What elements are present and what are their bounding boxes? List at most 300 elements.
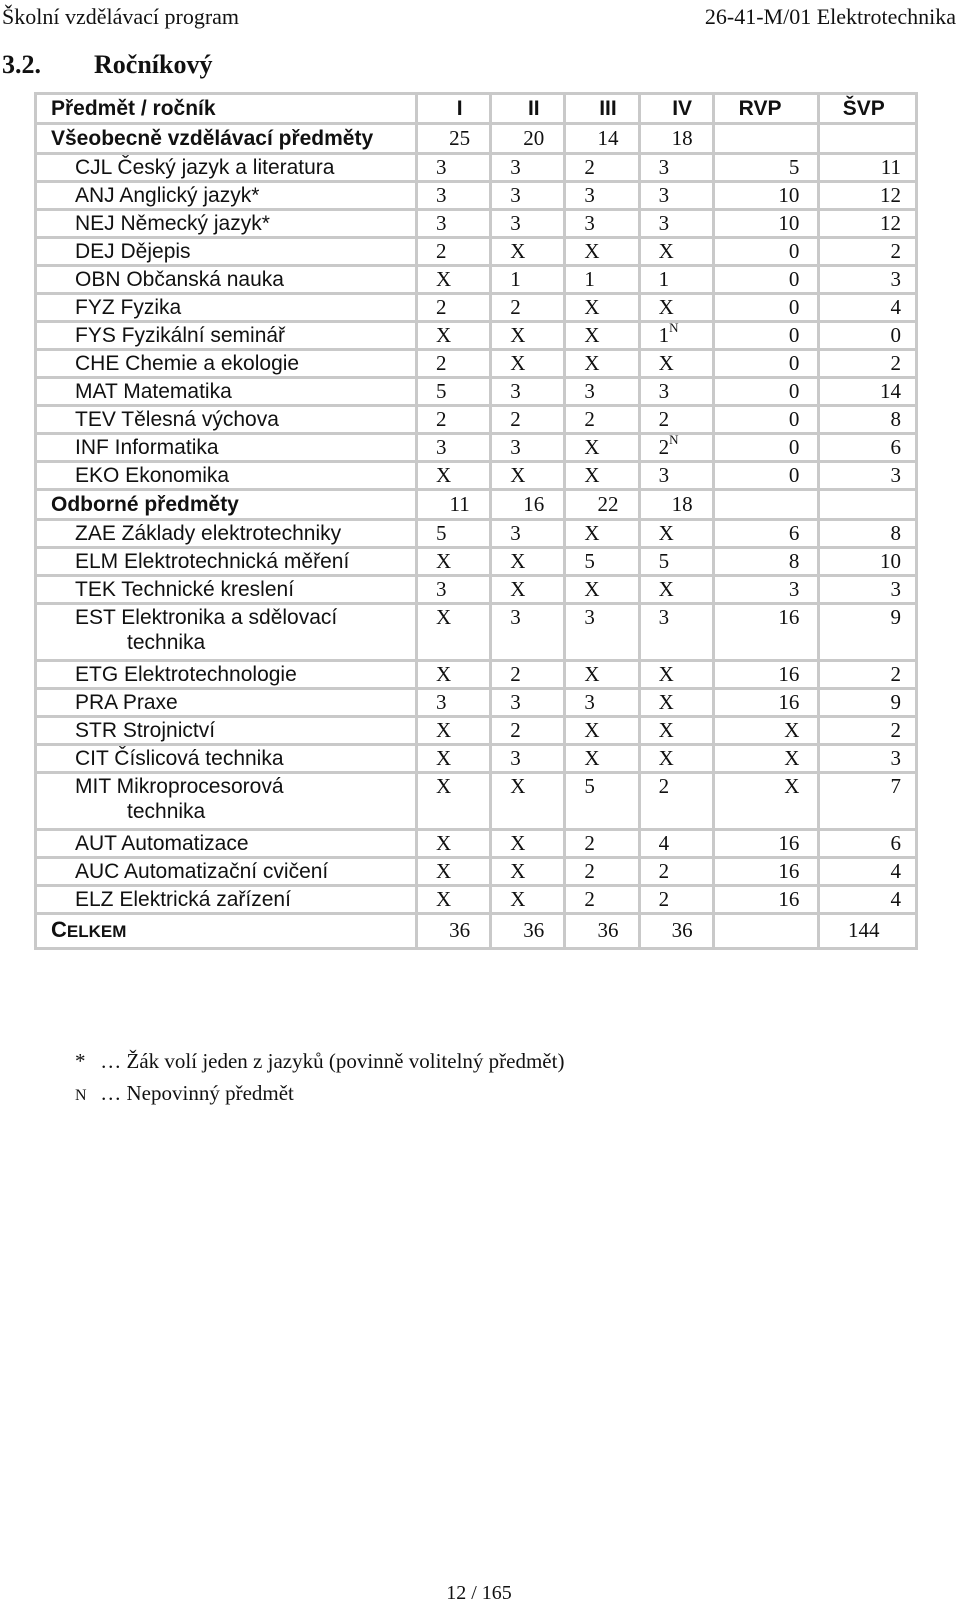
hours-value: X [658,521,674,545]
total-year-2: 36 [491,914,565,949]
subject-name-continuation: technika [127,800,206,823]
hours-value: X [658,746,674,770]
column-header-year-4: IV [639,94,713,124]
hours-value: 5 [584,549,595,573]
year-2-hours [491,350,565,378]
group-row [36,490,917,520]
year-1-hours [417,378,491,406]
subject-row [36,350,917,378]
rvp-hours: 0 [713,462,819,490]
group-svp-empty [819,490,917,520]
group-total-year-2: 20 [491,124,565,154]
hours-value: 2 [436,295,447,319]
subject-name-text: STR Strojnictví [75,719,216,742]
subject-name [36,576,417,604]
section-title: Ročníkový [94,50,213,79]
hours-value: 2 [658,887,670,911]
header-program-code: 26-41-M/01 Elektrotechnika [704,4,956,29]
section-heading [2,48,212,82]
year-3-hours [565,661,639,689]
hours-value: X [436,662,452,686]
year-3-hours [565,773,639,830]
hours-value: 3 [510,435,521,459]
total-year-4: 36 [639,914,713,949]
year-3-hours [565,548,639,576]
year-4-hours [639,520,713,548]
hours-value: 3 [658,463,670,487]
svp-hours: 8 [819,406,917,434]
footnote-text: … Nepovinný předmět [100,1081,294,1105]
group-total-year-4: 18 [639,490,713,520]
subject-name [36,830,417,858]
year-4-hours [639,576,713,604]
svp-hours: 2 [819,717,917,745]
rvp-hours: 5 [713,154,819,182]
subject-row [36,604,917,661]
hours-value: X [584,718,600,742]
year-2-hours [491,773,565,830]
rvp-hours: 6 [713,520,819,548]
section-number: 3.2. [2,50,41,79]
subject-name-text: MIT Mikroprocesorová [75,775,284,798]
hours-value: 2 [436,407,447,431]
rvp-hours: 0 [713,238,819,266]
year-4-hours [639,604,713,661]
subject-name-text: TEK Technické kreslení [75,578,295,601]
year-2-hours [491,322,565,350]
year-3-hours [565,266,639,294]
year-3-hours [565,886,639,914]
running-header [0,4,958,30]
hours-value: X [584,662,600,686]
year-1-hours [417,689,491,717]
subject-name [36,434,417,462]
year-1-hours [417,520,491,548]
year-2-hours [491,462,565,490]
year-4-hours [639,182,713,210]
footnote-key: N [75,1087,87,1104]
group-total-year-1: 11 [417,490,491,520]
subject-name [36,773,417,830]
hours-value: X [436,718,452,742]
hours-value: X [658,295,674,319]
subject-name-text: NEJ Německý jazyk* [75,212,270,235]
hours-value: 3 [436,183,447,207]
rvp-hours: 0 [713,434,819,462]
hours-value: 3 [658,605,670,629]
year-4-hours [639,661,713,689]
subject-row [36,238,917,266]
year-4-hours [639,406,713,434]
svp-hours: 3 [819,462,917,490]
svp-hours: 3 [819,745,917,773]
year-4-hours [639,773,713,830]
year-3-hours [565,462,639,490]
subject-name-text: INF Informatika [75,436,219,459]
hours-value: X [584,239,600,263]
svp-hours: 7 [819,773,917,830]
subject-name-text: AUC Automatizační cvičení [75,860,329,883]
subject-row [36,462,917,490]
subject-name [36,689,417,717]
hours-value: X [436,774,452,798]
subject-name [36,294,417,322]
rvp-hours: 10 [713,210,819,238]
hours-value: 1 [658,323,670,347]
hours-value: X [584,521,600,545]
year-1-hours [417,661,491,689]
year-4-hours [639,886,713,914]
subject-name [36,378,417,406]
subject-name-text: FYZ Fyzika [75,296,182,319]
hours-value: 2 [584,859,595,883]
rvp-hours: 16 [713,689,819,717]
year-3-hours [565,322,639,350]
year-4-hours [639,434,713,462]
year-3-hours [565,689,639,717]
year-1-hours [417,434,491,462]
year-4-hours [639,462,713,490]
subject-row [36,182,917,210]
column-header-svp: ŠVP [819,94,917,124]
hours-value: X [510,774,526,798]
subject-name-text: EKO Ekonomika [75,464,230,487]
subject-name-text: PRA Praxe [75,691,178,714]
hours-value: 2 [436,351,447,375]
hours-value: 3 [658,211,670,235]
subject-name [36,182,417,210]
year-1-hours [417,294,491,322]
subject-name-text: EST Elektronika a sdělovací [75,606,338,629]
hours-value: 5 [436,379,447,403]
subject-name-continuation: technika [127,631,206,654]
subject-name-text: MAT Matematika [75,380,232,403]
year-4-hours [639,689,713,717]
year-1-hours [417,548,491,576]
hours-value: X [658,351,674,375]
group-total-year-2: 16 [491,490,565,520]
year-4-hours [639,238,713,266]
hours-value: 1 [510,267,521,291]
subject-row [36,154,917,182]
total-year-1: 36 [417,914,491,949]
hours-value: 3 [510,183,521,207]
year-1-hours [417,210,491,238]
year-4-hours [639,350,713,378]
column-header-year-2: II [491,94,565,124]
hours-value: X [436,746,452,770]
subject-name-text: CIT Číslicová technika [75,747,284,770]
subject-name [36,745,417,773]
year-2-hours [491,717,565,745]
subject-name [36,322,417,350]
group-rvp-empty [713,124,819,154]
subject-row [36,773,917,830]
hours-value: 5 [658,549,670,573]
hours-value: 5 [436,521,447,545]
hours-value: 3 [510,155,521,179]
subject-row [36,858,917,886]
hours-value: X [584,746,600,770]
subject-name-text: TEV Tělesná výchova [75,408,279,431]
subject-name-text: CJL Český jazyk a literatura [75,156,335,179]
rvp-hours: 8 [713,548,819,576]
hours-value: X [436,267,452,291]
svp-hours: 0 [819,322,917,350]
hours-value: X [584,435,600,459]
rvp-hours: 10 [713,182,819,210]
subject-name [36,462,417,490]
year-3-hours [565,576,639,604]
year-1-hours [417,773,491,830]
year-3-hours [565,154,639,182]
hours-value: X [436,463,452,487]
hours-value: 3 [510,746,521,770]
hours-value: 2 [584,155,595,179]
hours-value: 3 [436,577,447,601]
year-1-hours [417,858,491,886]
group-label: Všeobecně vzdělávací předměty [36,124,417,154]
hours-value: X [658,690,674,714]
subject-row [36,717,917,745]
hours-value: X [436,887,452,911]
svp-hours: 2 [819,661,917,689]
svp-hours: 3 [819,576,917,604]
hours-value: 2 [510,718,521,742]
hours-value: 2 [436,239,447,263]
hours-value: X [510,239,526,263]
year-1-hours [417,182,491,210]
year-4-hours [639,858,713,886]
curriculum-table-body [36,94,917,949]
column-header-subject: Předmět / ročník [36,94,417,124]
hours-value: X [510,323,526,347]
svp-hours: 9 [819,689,917,717]
hours-value: X [510,887,526,911]
rvp-hours: 0 [713,406,819,434]
year-4-hours [639,378,713,406]
year-2-hours [491,576,565,604]
column-header-year-3: III [565,94,639,124]
rvp-hours: 16 [713,858,819,886]
year-1-hours [417,266,491,294]
hours-value: X [584,351,600,375]
hours-value: 3 [584,379,595,403]
year-2-hours [491,520,565,548]
total-svp: 144 [819,914,917,949]
rvp-hours: 0 [713,350,819,378]
total-label-rest: ELKEM [66,922,127,941]
year-4-hours [639,266,713,294]
subject-row [36,886,917,914]
svp-hours: 3 [819,266,917,294]
year-3-hours [565,406,639,434]
year-2-hours [491,210,565,238]
svp-hours: 12 [819,210,917,238]
subject-name [36,717,417,745]
total-rvp [713,914,819,949]
year-3-hours [565,378,639,406]
year-2-hours [491,266,565,294]
subject-name-text: CHE Chemie a ekologie [75,352,300,375]
subject-row [36,378,917,406]
subject-name [36,604,417,661]
hours-value: X [584,295,600,319]
hours-value: 1 [584,267,595,291]
hours-value: 3 [658,155,670,179]
total-label-initial: C [51,917,67,942]
hours-value: X [436,831,452,855]
hours-value: X [658,239,674,263]
total-label [36,914,417,949]
hours-value: X [436,859,452,883]
hours-value: 3 [658,183,670,207]
year-4-hours [639,745,713,773]
column-header-rvp: RVP [713,94,819,124]
hours-value: 3 [436,155,447,179]
year-3-hours [565,520,639,548]
subject-name-text: AUT Automatizace [75,832,249,855]
subject-name [36,661,417,689]
year-2-hours [491,689,565,717]
year-3-hours [565,238,639,266]
year-3-hours [565,745,639,773]
subject-row [36,548,917,576]
year-1-hours [417,238,491,266]
hours-value: X [510,577,526,601]
subject-row [36,520,917,548]
subject-name-text: DEJ Dějepis [75,240,191,263]
subject-name-text: ANJ Anglický jazyk* [75,184,260,207]
hours-value: X [658,577,674,601]
hours-value: X [584,463,600,487]
year-4-hours [639,210,713,238]
year-1-hours [417,717,491,745]
year-2-hours [491,294,565,322]
svp-hours: 4 [819,858,917,886]
group-rvp-empty [713,490,819,520]
rvp-hours: 16 [713,886,819,914]
rvp-hours: 16 [713,661,819,689]
subject-row [36,576,917,604]
hours-value: X [510,831,526,855]
group-label: Odborné předměty [36,490,417,520]
hours-value: X [510,859,526,883]
year-3-hours [565,858,639,886]
year-2-hours [491,406,565,434]
year-4-hours [639,322,713,350]
hours-value: 4 [658,831,670,855]
year-1-hours [417,406,491,434]
subject-row [36,294,917,322]
rvp-hours: 16 [713,830,819,858]
year-1-hours [417,154,491,182]
footnotes [75,1045,564,1112]
svp-hours: 2 [819,238,917,266]
footnote [75,1077,564,1112]
year-1-hours [417,886,491,914]
hours-value: X [510,351,526,375]
year-4-hours [639,717,713,745]
svp-hours: 12 [819,182,917,210]
group-svp-empty [819,124,917,154]
hours-value: 2 [658,407,670,431]
svp-hours: 6 [819,434,917,462]
rvp-hours: X [713,773,819,830]
rvp-hours: 0 [713,378,819,406]
hours-value: X [658,662,674,686]
hours-value: 3 [510,605,521,629]
hours-value: X [510,549,526,573]
hours-value: 3 [584,211,595,235]
column-header-year-1: I [417,94,491,124]
footnote [75,1045,564,1077]
year-4-hours [639,294,713,322]
year-4-hours [639,154,713,182]
subject-name-text: OBN Občanská nauka [75,268,284,291]
year-2-hours [491,378,565,406]
hours-value: 3 [510,690,521,714]
subject-name [36,210,417,238]
subject-name [36,266,417,294]
hours-value: 3 [658,379,670,403]
subject-row [36,745,917,773]
subject-name-text: ELZ Elektrická zařízení [75,888,291,911]
year-2-hours [491,604,565,661]
year-1-hours [417,350,491,378]
year-2-hours [491,434,565,462]
year-3-hours [565,434,639,462]
subject-row [36,322,917,350]
rvp-hours: 0 [713,322,819,350]
hours-value: 2 [510,407,521,431]
subject-name [36,520,417,548]
subject-name-text: ETG Elektrotechnologie [75,663,297,686]
hours-value: 3 [510,379,521,403]
svp-hours: 14 [819,378,917,406]
hours-value: 2 [584,887,595,911]
group-total-year-4: 18 [639,124,713,154]
hours-value: 2 [510,662,521,686]
svp-hours: 4 [819,294,917,322]
year-1-hours [417,322,491,350]
year-3-hours [565,182,639,210]
subject-row [36,210,917,238]
year-1-hours [417,604,491,661]
hours-value: X [436,605,452,629]
hours-value: X [436,549,452,573]
year-1-hours [417,830,491,858]
hours-value: X [584,323,600,347]
hours-value: X [436,323,452,347]
year-3-hours [565,210,639,238]
total-row [36,914,917,949]
year-3-hours [565,604,639,661]
svp-hours: 8 [819,520,917,548]
hours-value: 2 [658,774,670,798]
subject-name [36,238,417,266]
subject-row [36,689,917,717]
hours-value: 5 [584,774,595,798]
rvp-hours: X [713,717,819,745]
svp-hours: 11 [819,154,917,182]
page-number: 12 / 165 [446,1582,512,1604]
subject-name [36,350,417,378]
optional-mark: N [669,321,679,335]
group-total-year-1: 25 [417,124,491,154]
rvp-hours: 0 [713,294,819,322]
subject-name-text: ZAE Základy elektrotechniky [75,522,342,545]
